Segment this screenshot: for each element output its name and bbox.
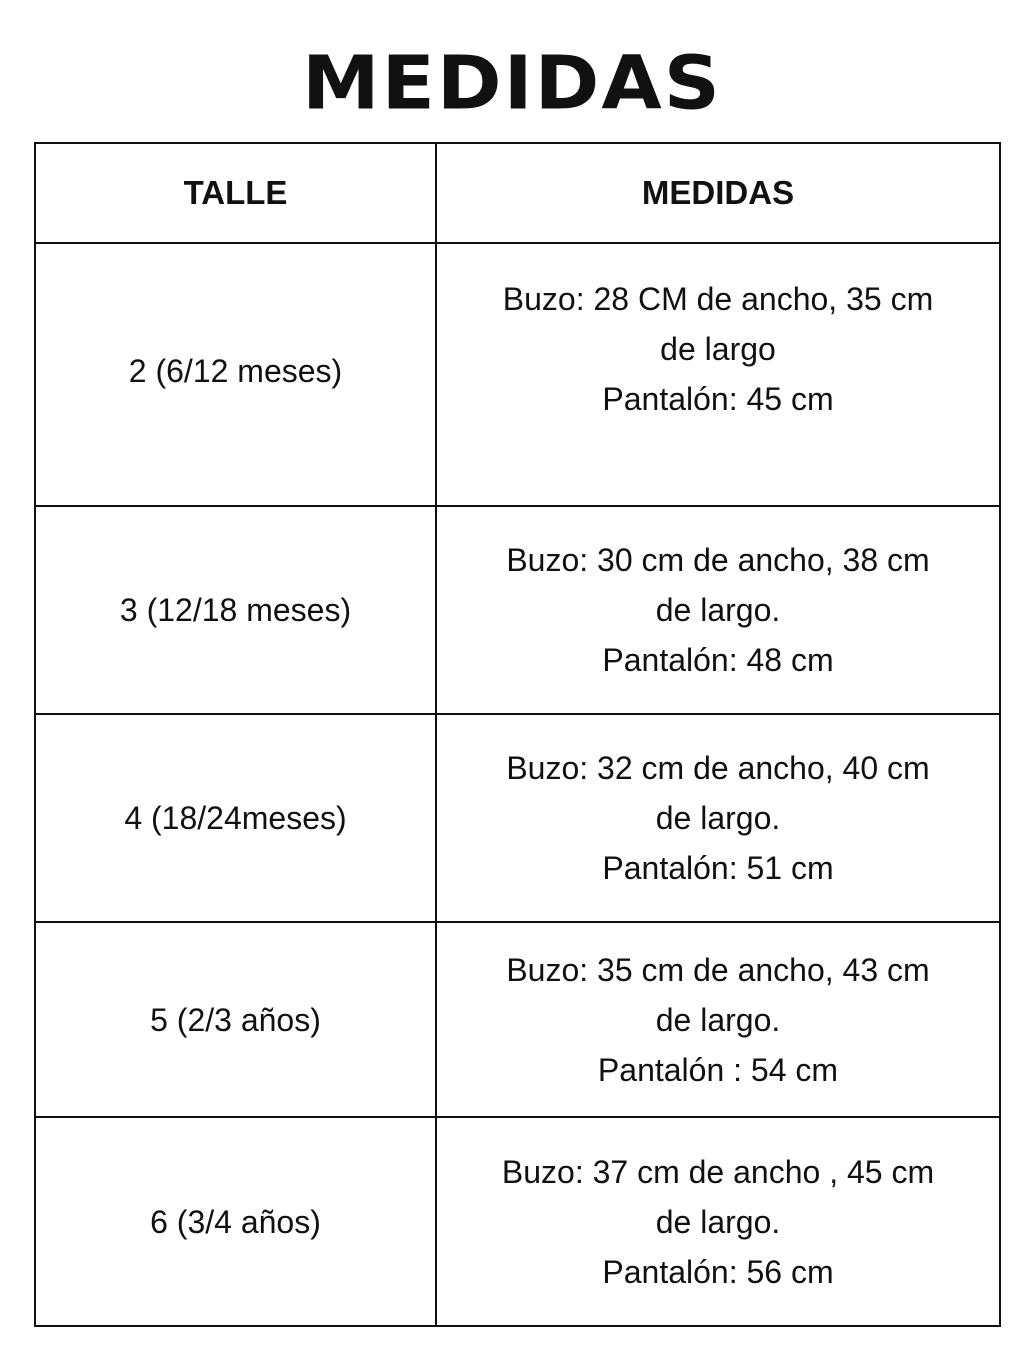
largo-line: de largo. <box>655 592 781 628</box>
buzo-line: Buzo: 37 cm de ancho , 45 cm <box>501 1153 935 1190</box>
pantalon-line: Pantalón : 54 cm <box>597 1051 839 1088</box>
buzo-line: Buzo: 32 cm de ancho, 40 cm <box>506 750 930 786</box>
largo-line: de largo <box>660 331 776 367</box>
table-row <box>35 714 1000 922</box>
talle-cell: 5 (2/3 años) <box>35 922 436 1117</box>
medidas-cell <box>436 1117 1000 1326</box>
header-talle: TALLE <box>35 143 436 243</box>
table-row <box>35 1117 1000 1326</box>
medidas-cell <box>436 714 1000 922</box>
medidas-cell <box>436 243 1000 506</box>
talle-cell: 2 (6/12 meses) <box>35 243 436 506</box>
table-row <box>35 243 1000 506</box>
size-table <box>34 142 1001 1327</box>
table-header-row <box>35 143 1000 243</box>
talle-cell: 3 (12/18 meses) <box>35 506 436 714</box>
medidas-cell <box>436 922 1000 1117</box>
talle-cell: 4 (18/24meses) <box>35 714 436 922</box>
largo-line: de largo. <box>655 1203 781 1240</box>
buzo-line: Buzo: 35 cm de ancho, 43 cm <box>506 951 930 988</box>
table-row <box>35 506 1000 714</box>
page-title: MEDIDAS <box>302 41 722 127</box>
pantalon-line: Pantalón: 48 cm <box>602 642 834 678</box>
medidas-cell <box>436 506 1000 714</box>
largo-line: de largo. <box>655 800 781 836</box>
pantalon-line: Pantalón: 56 cm <box>602 1253 834 1290</box>
buzo-line: Buzo: 30 cm de ancho, 38 cm <box>506 542 930 578</box>
pantalon-line: Pantalón: 51 cm <box>602 850 834 886</box>
table-row <box>35 922 1000 1117</box>
largo-line: de largo. <box>655 1001 781 1038</box>
pantalon-line: Pantalón: 45 cm <box>602 381 834 417</box>
buzo-line: Buzo: 28 CM de ancho, 35 cm <box>502 281 934 317</box>
talle-cell: 6 (3/4 años) <box>35 1117 436 1326</box>
header-medidas: MEDIDAS <box>436 143 1000 243</box>
